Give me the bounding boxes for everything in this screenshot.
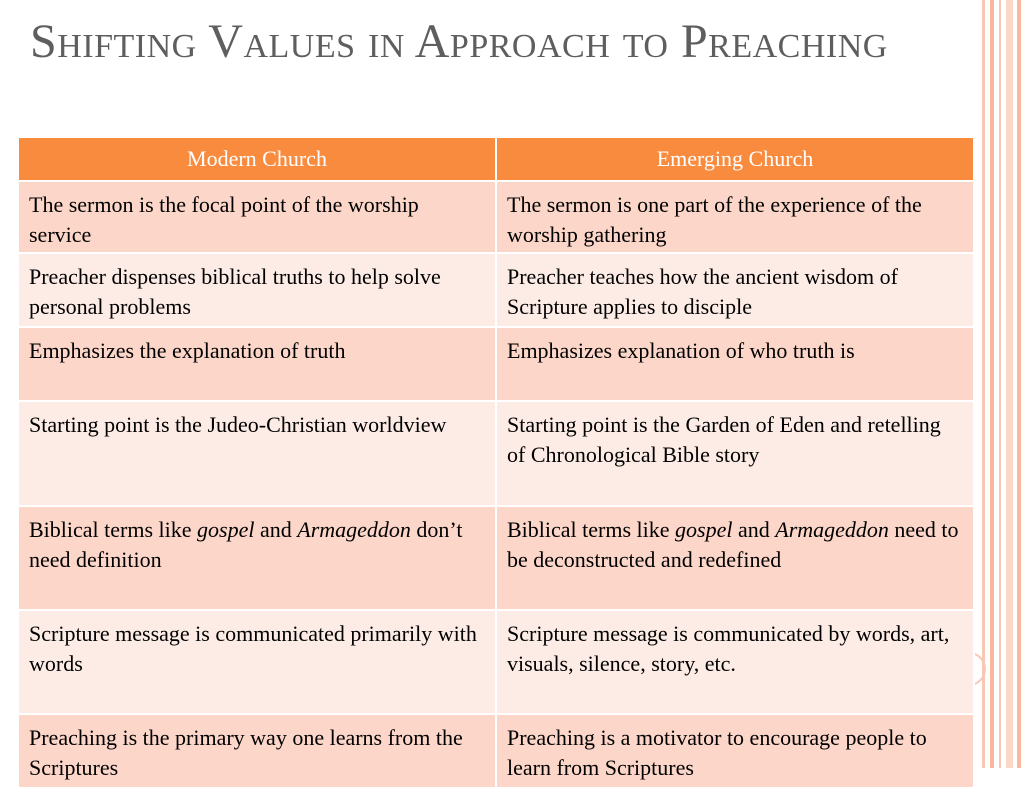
table-row bbox=[18, 181, 974, 253]
decorative-stripe bbox=[1017, 0, 1021, 768]
cell-text: and bbox=[732, 517, 776, 542]
emerging-cell bbox=[496, 714, 974, 788]
modern-cell bbox=[18, 401, 496, 506]
decorative-stripe bbox=[990, 0, 994, 768]
comparison-table bbox=[17, 136, 975, 789]
emerging-cell bbox=[496, 401, 974, 506]
table-row bbox=[18, 253, 974, 327]
decorative-stripe bbox=[999, 0, 1001, 768]
cell-text: Scripture message is communicated primarily with words bbox=[29, 621, 477, 676]
modern-cell bbox=[18, 253, 496, 327]
table-row bbox=[18, 714, 974, 788]
cell-text: Preacher teaches how the ancient wisdom of Scripture applies to disciple bbox=[507, 264, 898, 319]
cell-text: Emphasizes explanation of who truth is bbox=[507, 338, 855, 363]
italic-term: Armageddon bbox=[297, 517, 411, 542]
column-header-modern-church: Modern Church bbox=[18, 137, 496, 181]
table-row bbox=[18, 506, 974, 610]
cell-text: The sermon is one part of the experience of the worship gathering bbox=[507, 192, 922, 247]
italic-term: Armageddon bbox=[775, 517, 889, 542]
slide-title: Shifting Values in Approach to Preaching bbox=[30, 15, 888, 68]
cell-text: Starting point is the Garden of Eden and retelling of Chronological Bible story bbox=[507, 412, 941, 467]
emerging-cell bbox=[496, 610, 974, 714]
cell-text: and bbox=[254, 517, 298, 542]
italic-term: gospel bbox=[197, 517, 255, 542]
table-row bbox=[18, 610, 974, 714]
cell-text: Preaching is a motivator to encourage people to learn from Scriptures bbox=[507, 725, 927, 780]
table-row bbox=[18, 401, 974, 506]
decorative-stripe bbox=[982, 0, 985, 768]
column-header-emerging-church: Emerging Church bbox=[496, 137, 974, 181]
cell-text: Preaching is the primary way one learns from the Scriptures bbox=[29, 725, 463, 780]
emerging-cell bbox=[496, 506, 974, 610]
table-row bbox=[18, 327, 974, 401]
modern-cell bbox=[18, 506, 496, 610]
decorative-stripe bbox=[1006, 0, 1013, 768]
cell-text: need to be deconstructed and redefined bbox=[507, 517, 959, 572]
cell-text: Scripture message is communicated by words, art, visuals, silence, story, etc. bbox=[507, 621, 950, 676]
emerging-cell bbox=[496, 253, 974, 327]
italic-term: gospel bbox=[675, 517, 733, 542]
modern-cell bbox=[18, 181, 496, 253]
cell-text: Biblical terms like bbox=[29, 517, 198, 542]
cell-text: don’t need definition bbox=[29, 517, 463, 572]
cell-text: Preacher dispenses biblical truths to help solve personal problems bbox=[29, 264, 441, 319]
table-header-row bbox=[18, 137, 974, 181]
emerging-cell bbox=[496, 181, 974, 253]
cell-text: Starting point is the Judeo-Christian worldview bbox=[29, 412, 447, 437]
cell-text: The sermon is the focal point of the worship service bbox=[29, 192, 419, 247]
cell-text: Biblical terms like bbox=[507, 517, 676, 542]
emerging-cell bbox=[496, 327, 974, 401]
cell-text: Emphasizes the explanation of truth bbox=[29, 338, 346, 363]
modern-cell bbox=[18, 327, 496, 401]
modern-cell bbox=[18, 714, 496, 788]
modern-cell bbox=[18, 610, 496, 714]
